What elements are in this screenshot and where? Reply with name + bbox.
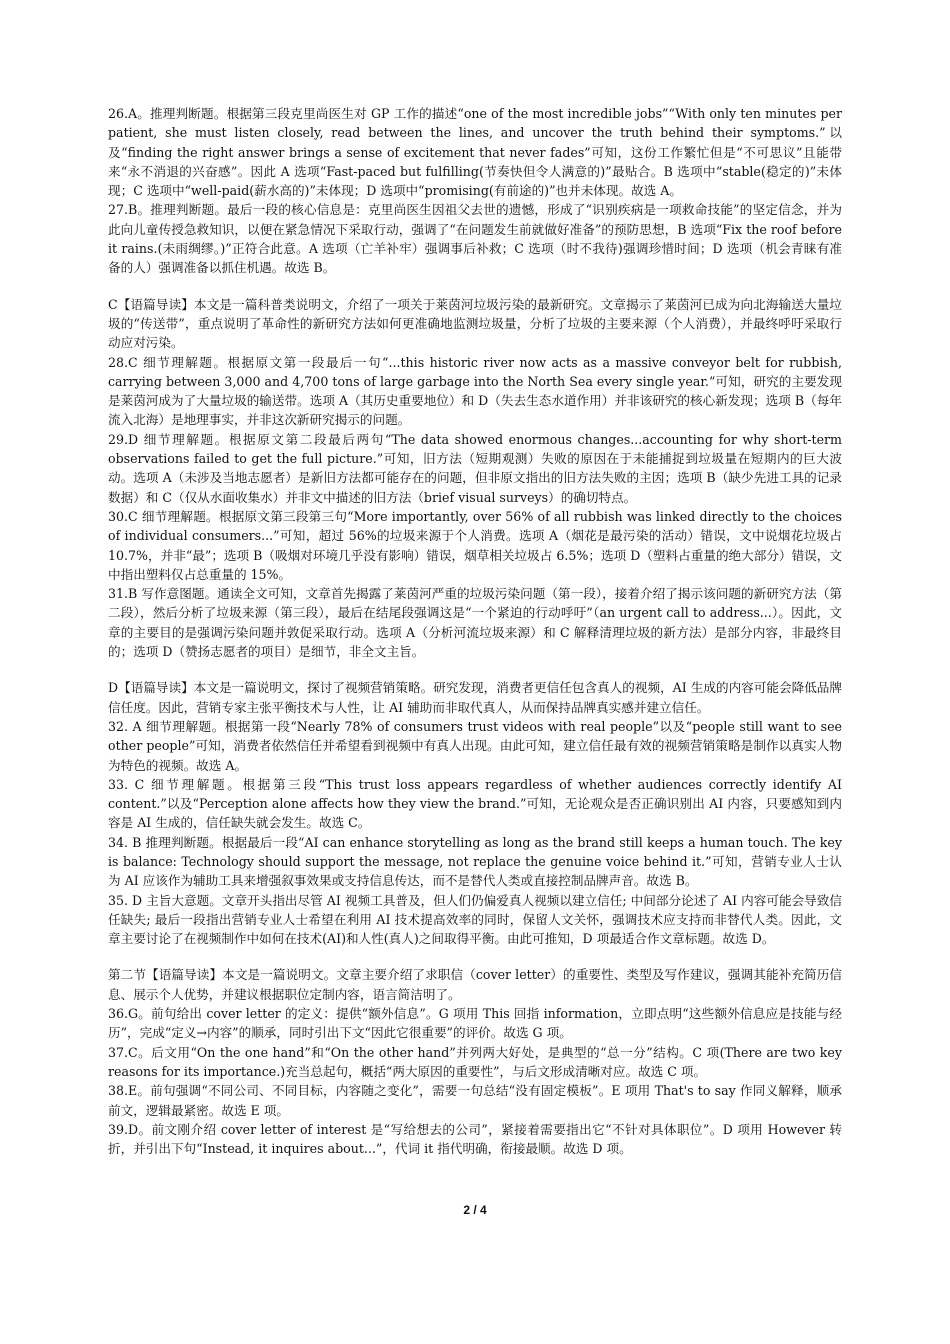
answer-35: 35. D 主旨大意题。文章开头指出尽管 AI 视频工具普及，但人们仍偏爱真人视频以建立信任; 中间部分论述了 AI 内容可能会导致信任缺失; 最后一段指出营销专业人士希望在利用 AI 技术提高效率的同时，保留人文关怀，强调技术应支持而非替代人类。因此，文章主要讨论了在视频制作中如何在技术(AI)和人性(真人)之间取得平衡。由此可推知，D 项最适合作文章标题。故选 D。 bbox=[108, 892, 842, 947]
answer-29: 29.D 细节理解题。根据原文第二段最后两句“The data showed enormous changes...accounting for why short-term observations failed to get the full picture.”可知，旧方法（短期观测）失败的原因在于未能捕捉到垃圾量在短期内的巨大波动。选项 A（未涉及当地志愿者）是新旧方法都可能存在的问题，但非原文指出的旧方法失败的主因；选项 B（缺少先进工具的记录数据）和 C（仅从水面收集水）并非文中描述的旧方法（brief visual surveys）的确切特点。 bbox=[108, 431, 842, 505]
passage-d-intro: D【语篇导读】本文是一篇说明文，探讨了视频营销策略。研究发现，消费者更信任包含真人的视频，AI 生成的内容可能会降低品牌信任度。因此，营销专家主张平衡技术与人性，让 AI 辅助而非取代真人，从而保持品牌真实感并建立信任。 bbox=[108, 680, 842, 715]
document-body bbox=[108, 104, 842, 1158]
answer-33: 33. C 细节理解题。根据第三段“This trust loss appears regardless of whether audiences correctly identify AI content.”以及“Perception alone affects how they view the brand.”可知，无论观众是否正确识别出 AI 内容，只要感知到内容是 AI 生成的，信任缺失就会发生。故选 C。 bbox=[108, 776, 842, 831]
section-divider bbox=[108, 661, 842, 678]
answer-38: 38.E。前句强调“不同公司、不同目标，内容随之变化”，需要一句总结“没有固定模板”。E 项用 That's to say 作同义解释，顺承前文，逻辑最紧密。故选 E 项。 bbox=[108, 1083, 842, 1118]
answer-30: 30.C 细节理解题。根据原文第三段第三句“More importantly, over 56% of all rubbish was linked directly to the choices of individual consumers...”可知，超过 56%的垃圾来源于个人消费。选项 A（烟花是最污染的活动）错误，文中说烟花垃圾占 10.7%，并非“最”；选项 B（吸烟对环境几乎没有影响）错误，烟草相关垃圾占 6.5%；选项 D（塑料占重量的绝大部分）错误，文中指出塑料仅占总重量的 15%。 bbox=[108, 508, 842, 582]
answer-36: 36.G。前句给出 cover letter 的定义：提供“额外信息”。G 项用 This 回指 information，立即点明“这些额外信息应是技能与经历”，完成“定义→内容”的顺承，同时引出下文“因此它很重要”的评价。故选 G 项。 bbox=[108, 1006, 842, 1041]
section-divider bbox=[108, 948, 842, 965]
section-two-intro: 第二节【语篇导读】本文是一篇说明文。文章主要介绍了求职信（cover letter）的重要性、类型及写作建议，强调其能补充简历信息、展示个人优势，并建议根据职位定制内容，语言简洁明了。 bbox=[108, 967, 842, 1002]
answer-28: 28.C 细节理解题。根据原文第一段最后一句“...this historic river now acts as a massive conveyor belt for rubbish, carrying between 3,000 and 4,700 tons of large garbage into the North Sea every single year.”可知，研究的主要发现是莱茵河成为了大量垃圾的输送带。选项 A（其历史重要地位）和 D（失去生态水道作用）并非该研究的核心新发现；选项 B（每年流入北海）是地理事实，并非这次新研究揭示的问题。 bbox=[108, 354, 842, 428]
answer-39: 39.D。前文刚介绍 cover letter of interest 是“写给想去的公司”，紧接着需要指出它“不针对具体职位”。D 项用 However 转折，并引出下句“Instead, it inquires about...”，代词 it 指代明确，衔接最顺。故选 D 项。 bbox=[108, 1121, 842, 1157]
answer-31: 31.B 写作意图题。通读全文可知，文章首先揭露了莱茵河严重的垃圾污染问题（第一段），接着介绍了揭示该问题的新研究方法（第二段），然后分析了垃圾来源（第三段），最后在结尾段强调这是“一个紧迫的行动呼吁”（an urgent call to address...）。因此，文章的主要目的是强调污染问题并敦促采取行动。选项 A（分析河流垃圾来源）和 C 解释清理垃圾的新方法）是部分内容，非最终目的；选项 D（赞扬志愿者的项目）是细节，非全文主旨。 bbox=[108, 586, 842, 660]
answer-32: 32. A 细节理解题。根据第一段“Nearly 78% of consumers trust videos with real people”以及“people still want to see other people”可知，消费者依然信任并希望看到视频中有真人出现。由此可知，建立信任最有效的视频营销策略是制作以真实人物为特色的视频。故选 A。 bbox=[108, 718, 842, 773]
answer-26: 26.A。推理判断题。根据第三段克里尚医生对 GP 工作的描述“one of the most incredible jobs”“With only ten minutes per patient, she must listen closely, read between the lines, and uncover the truth behind their symptoms.”以及“finding the right answer brings a sense of excitement that never fades”可知，这份工作繁忙但是“不可思议”且能带来“永不消退的兴奋感”。因此 A 选项“Fast-paced but fulfilling(节奏快但令人满意的)”最贴合。B 选项中“stable(稳定的)”未体现；C 选项中“well-paid(薪水高的)”未体现；D 选项中“promising(有前途的)”也并未体现。故选 A。 bbox=[108, 106, 842, 199]
answer-34: 34. B 推理判断题。根据最后一段“AI can enhance storytelling as long as the brand still keeps a human touch. The key is balance: Technology should support the message, not replace the genuine voice behind it.”可知，营销专业人士认为 AI 应该作为辅助工具来增强叙事效果或支持信息传达，而不是替代人类或直接控制品牌声音。故选 B。 bbox=[108, 834, 842, 889]
passage-c-intro: C【语篇导读】本文是一篇科普类说明文，介绍了一项关于莱茵河垃圾污染的最新研究。文章揭示了莱茵河已成为向北海输送大量垃圾的“传送带”，重点说明了革命性的新研究方法如何更准确地监测垃圾量，分析了垃圾的主要来源（个人消费），并最终呼吁采取行动应对污染。 bbox=[108, 296, 842, 351]
answer-27: 27.B。推理判断题。最后一段的核心信息是：克里尚医生因祖父去世的遗憾，形成了“识别疾病是一项救命技能”的坚定信念，并为此向儿童传授急救知识，以便在紧急情况下采取行动，强调了“在问题发生前就做好准备”的预防思想，B 选项“Fix the roof before it rains.(未雨绸缪。)”正符合此意。A 选项（亡羊补牢）强调事后补救；C 选项（时不我待)强调珍惜时间；D 选项（机会青睐有准备的人）强调准备以抓住机遇。故选 B。 bbox=[108, 202, 842, 276]
section-divider bbox=[108, 278, 842, 295]
page-number: 2 / 4 bbox=[463, 1203, 487, 1217]
answer-37: 37.C。后文用“On the one hand”和“On the other hand”并列两大好处，是典型的“总一分”结构。C 项(There are two key reasons for its importance.)充当总起句，概括“两大原因的重要性”，与后文形成清晰对应。故选 C 项。 bbox=[108, 1044, 842, 1079]
